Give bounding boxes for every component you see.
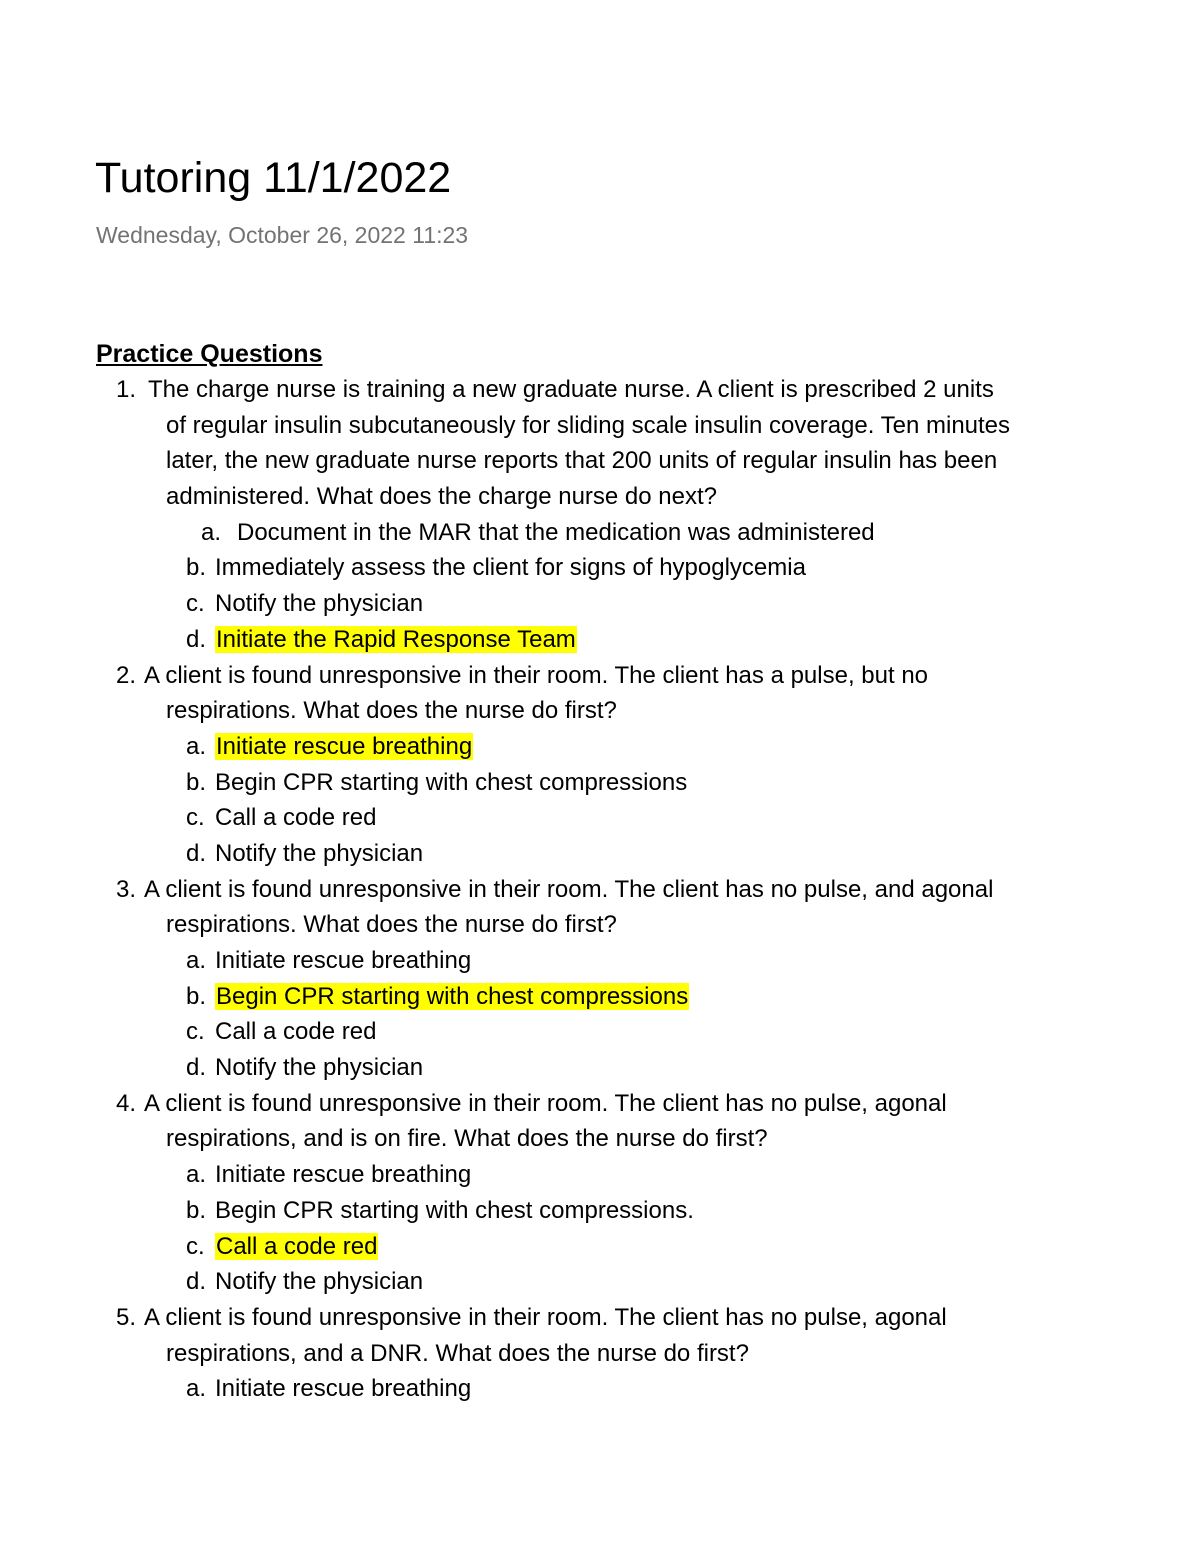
highlighted-answer-text xyxy=(215,1229,378,1265)
option-letter: a. xyxy=(186,1161,207,1189)
answer-option xyxy=(0,943,1200,979)
answer-option xyxy=(0,622,1200,658)
highlight-mark: Begin CPR starting with chest compressions xyxy=(216,982,689,1010)
question-continuation-line xyxy=(0,693,1200,729)
question-stem-line xyxy=(0,372,1200,408)
option-letter: a. xyxy=(186,732,207,760)
answer-option xyxy=(0,1371,1200,1407)
question-number: 4. xyxy=(116,1089,137,1117)
option-label: Immediately assess the client for signs of hypoglycemia xyxy=(215,554,806,582)
option-letter: b. xyxy=(186,768,207,796)
option-letter: b. xyxy=(186,554,207,582)
highlighted-answer-text xyxy=(215,979,689,1015)
question-item xyxy=(0,1300,1200,1407)
question-item xyxy=(0,372,1200,658)
option-label: Initiate rescue breathing xyxy=(215,1375,472,1403)
answer-option xyxy=(0,836,1200,872)
highlighted-answer-text xyxy=(215,729,473,765)
question-item xyxy=(0,872,1200,1086)
option-text xyxy=(215,1264,423,1300)
highlight-mark: Initiate the Rapid Response Team xyxy=(216,625,576,653)
option-text xyxy=(237,515,875,551)
option-letter: c. xyxy=(186,590,205,618)
question-continuation-line xyxy=(0,408,1200,444)
question-number: 2. xyxy=(116,661,137,689)
option-text xyxy=(215,550,806,586)
answer-option xyxy=(0,1050,1200,1086)
question-stem-line xyxy=(0,872,1200,908)
option-letter: d. xyxy=(186,1268,207,1296)
question-continuation-line xyxy=(0,479,1200,515)
question-item xyxy=(0,658,1200,872)
option-text xyxy=(215,800,376,836)
option-text xyxy=(215,765,687,801)
highlighted-answer-text xyxy=(215,622,577,658)
option-text xyxy=(215,1371,471,1407)
option-letter: d. xyxy=(186,839,207,867)
answer-option xyxy=(0,979,1200,1015)
answer-option xyxy=(0,1193,1200,1229)
option-letter: c. xyxy=(186,1232,205,1260)
option-letter: b. xyxy=(186,1196,207,1224)
option-label: Begin CPR starting with chest compressions. xyxy=(215,1196,694,1224)
answer-option xyxy=(0,1229,1200,1265)
question-text: A client is found unresponsive in their room. The client has no pulse, agonal xyxy=(144,1089,947,1117)
question-continuation-line xyxy=(0,443,1200,479)
question-continuation-line xyxy=(0,907,1200,943)
question-continuation-line xyxy=(0,1121,1200,1157)
answer-option xyxy=(0,800,1200,836)
page-date: Wednesday, October 26, 2022 11:23 xyxy=(96,222,469,248)
option-text xyxy=(215,1050,423,1086)
question-text: A client is found unresponsive in their room. The client has no pulse, and agonal xyxy=(144,875,994,903)
section-heading: Practice Questions xyxy=(96,340,323,368)
question-number: 3. xyxy=(116,875,137,903)
option-text xyxy=(215,943,471,979)
question-text: respirations, and is on fire. What does the nurse do first? xyxy=(166,1125,768,1153)
page-title: Tutoring 11/1/2022 xyxy=(95,154,452,202)
highlight-mark: Initiate rescue breathing xyxy=(216,732,473,760)
option-text xyxy=(215,1193,694,1229)
answer-option xyxy=(0,765,1200,801)
option-label: Notify the physician xyxy=(215,1268,424,1296)
question-continuation-line xyxy=(0,1336,1200,1372)
answer-option xyxy=(0,1014,1200,1050)
question-list xyxy=(0,372,1200,1407)
question-text: administered. What does the charge nurse do next? xyxy=(166,483,717,511)
option-letter: d. xyxy=(186,1054,207,1082)
answer-option xyxy=(0,729,1200,765)
option-letter: a. xyxy=(186,947,207,974)
option-letter: b. xyxy=(186,982,207,1010)
question-text: respirations. What does the nurse do first? xyxy=(166,697,617,725)
option-text xyxy=(215,1014,376,1050)
option-label: Begin CPR starting with chest compressions xyxy=(215,768,688,796)
question-number: 5. xyxy=(116,1303,137,1331)
question-text: of regular insulin subcutaneously for sliding scale insulin coverage. Ten minutes xyxy=(166,411,1011,439)
question-text: A client is found unresponsive in their room. The client has a pulse, but no xyxy=(144,661,929,689)
option-letter: c. xyxy=(186,804,205,832)
option-label: Notify the physician xyxy=(215,1054,424,1082)
option-label: Call a code red xyxy=(215,804,377,832)
option-letter: a. xyxy=(186,1375,207,1403)
highlight-mark: Call a code red xyxy=(216,1232,378,1260)
question-text: respirations, and a DNR. What does the nurse do first? xyxy=(166,1339,749,1367)
question-stem-line xyxy=(0,1300,1200,1336)
question-stem-line xyxy=(0,658,1200,694)
option-label: Call a code red xyxy=(215,1018,377,1046)
question-text: A client is found unresponsive in their room. The client has no pulse, agonal xyxy=(144,1303,947,1331)
answer-option xyxy=(0,515,1200,551)
answer-option xyxy=(0,586,1200,622)
question-text: respirations. What does the nurse do first? xyxy=(166,911,617,939)
question-text: later, the new graduate nurse reports that 200 units of regular insulin has been xyxy=(166,447,998,475)
option-letter: d. xyxy=(186,625,207,653)
option-label: Initiate rescue breathing xyxy=(215,947,472,974)
option-text xyxy=(215,586,423,622)
option-label: Notify the physician xyxy=(215,839,424,867)
question-item xyxy=(0,1086,1200,1300)
option-label: Document in the MAR that the medication was administered xyxy=(237,518,875,546)
answer-option xyxy=(0,550,1200,586)
question-stem-line xyxy=(0,1086,1200,1122)
question-number: 1. xyxy=(116,376,137,403)
option-label: Initiate rescue breathing xyxy=(215,1161,472,1189)
answer-option xyxy=(0,1264,1200,1300)
answer-option xyxy=(0,1157,1200,1193)
option-text xyxy=(215,836,423,872)
option-letter: a. xyxy=(201,518,222,546)
option-label: Notify the physician xyxy=(215,590,424,618)
option-letter: c. xyxy=(186,1018,205,1046)
question-text: The charge nurse is training a new graduate nurse. A client is prescribed 2 units xyxy=(148,376,994,403)
option-text xyxy=(215,1157,471,1193)
